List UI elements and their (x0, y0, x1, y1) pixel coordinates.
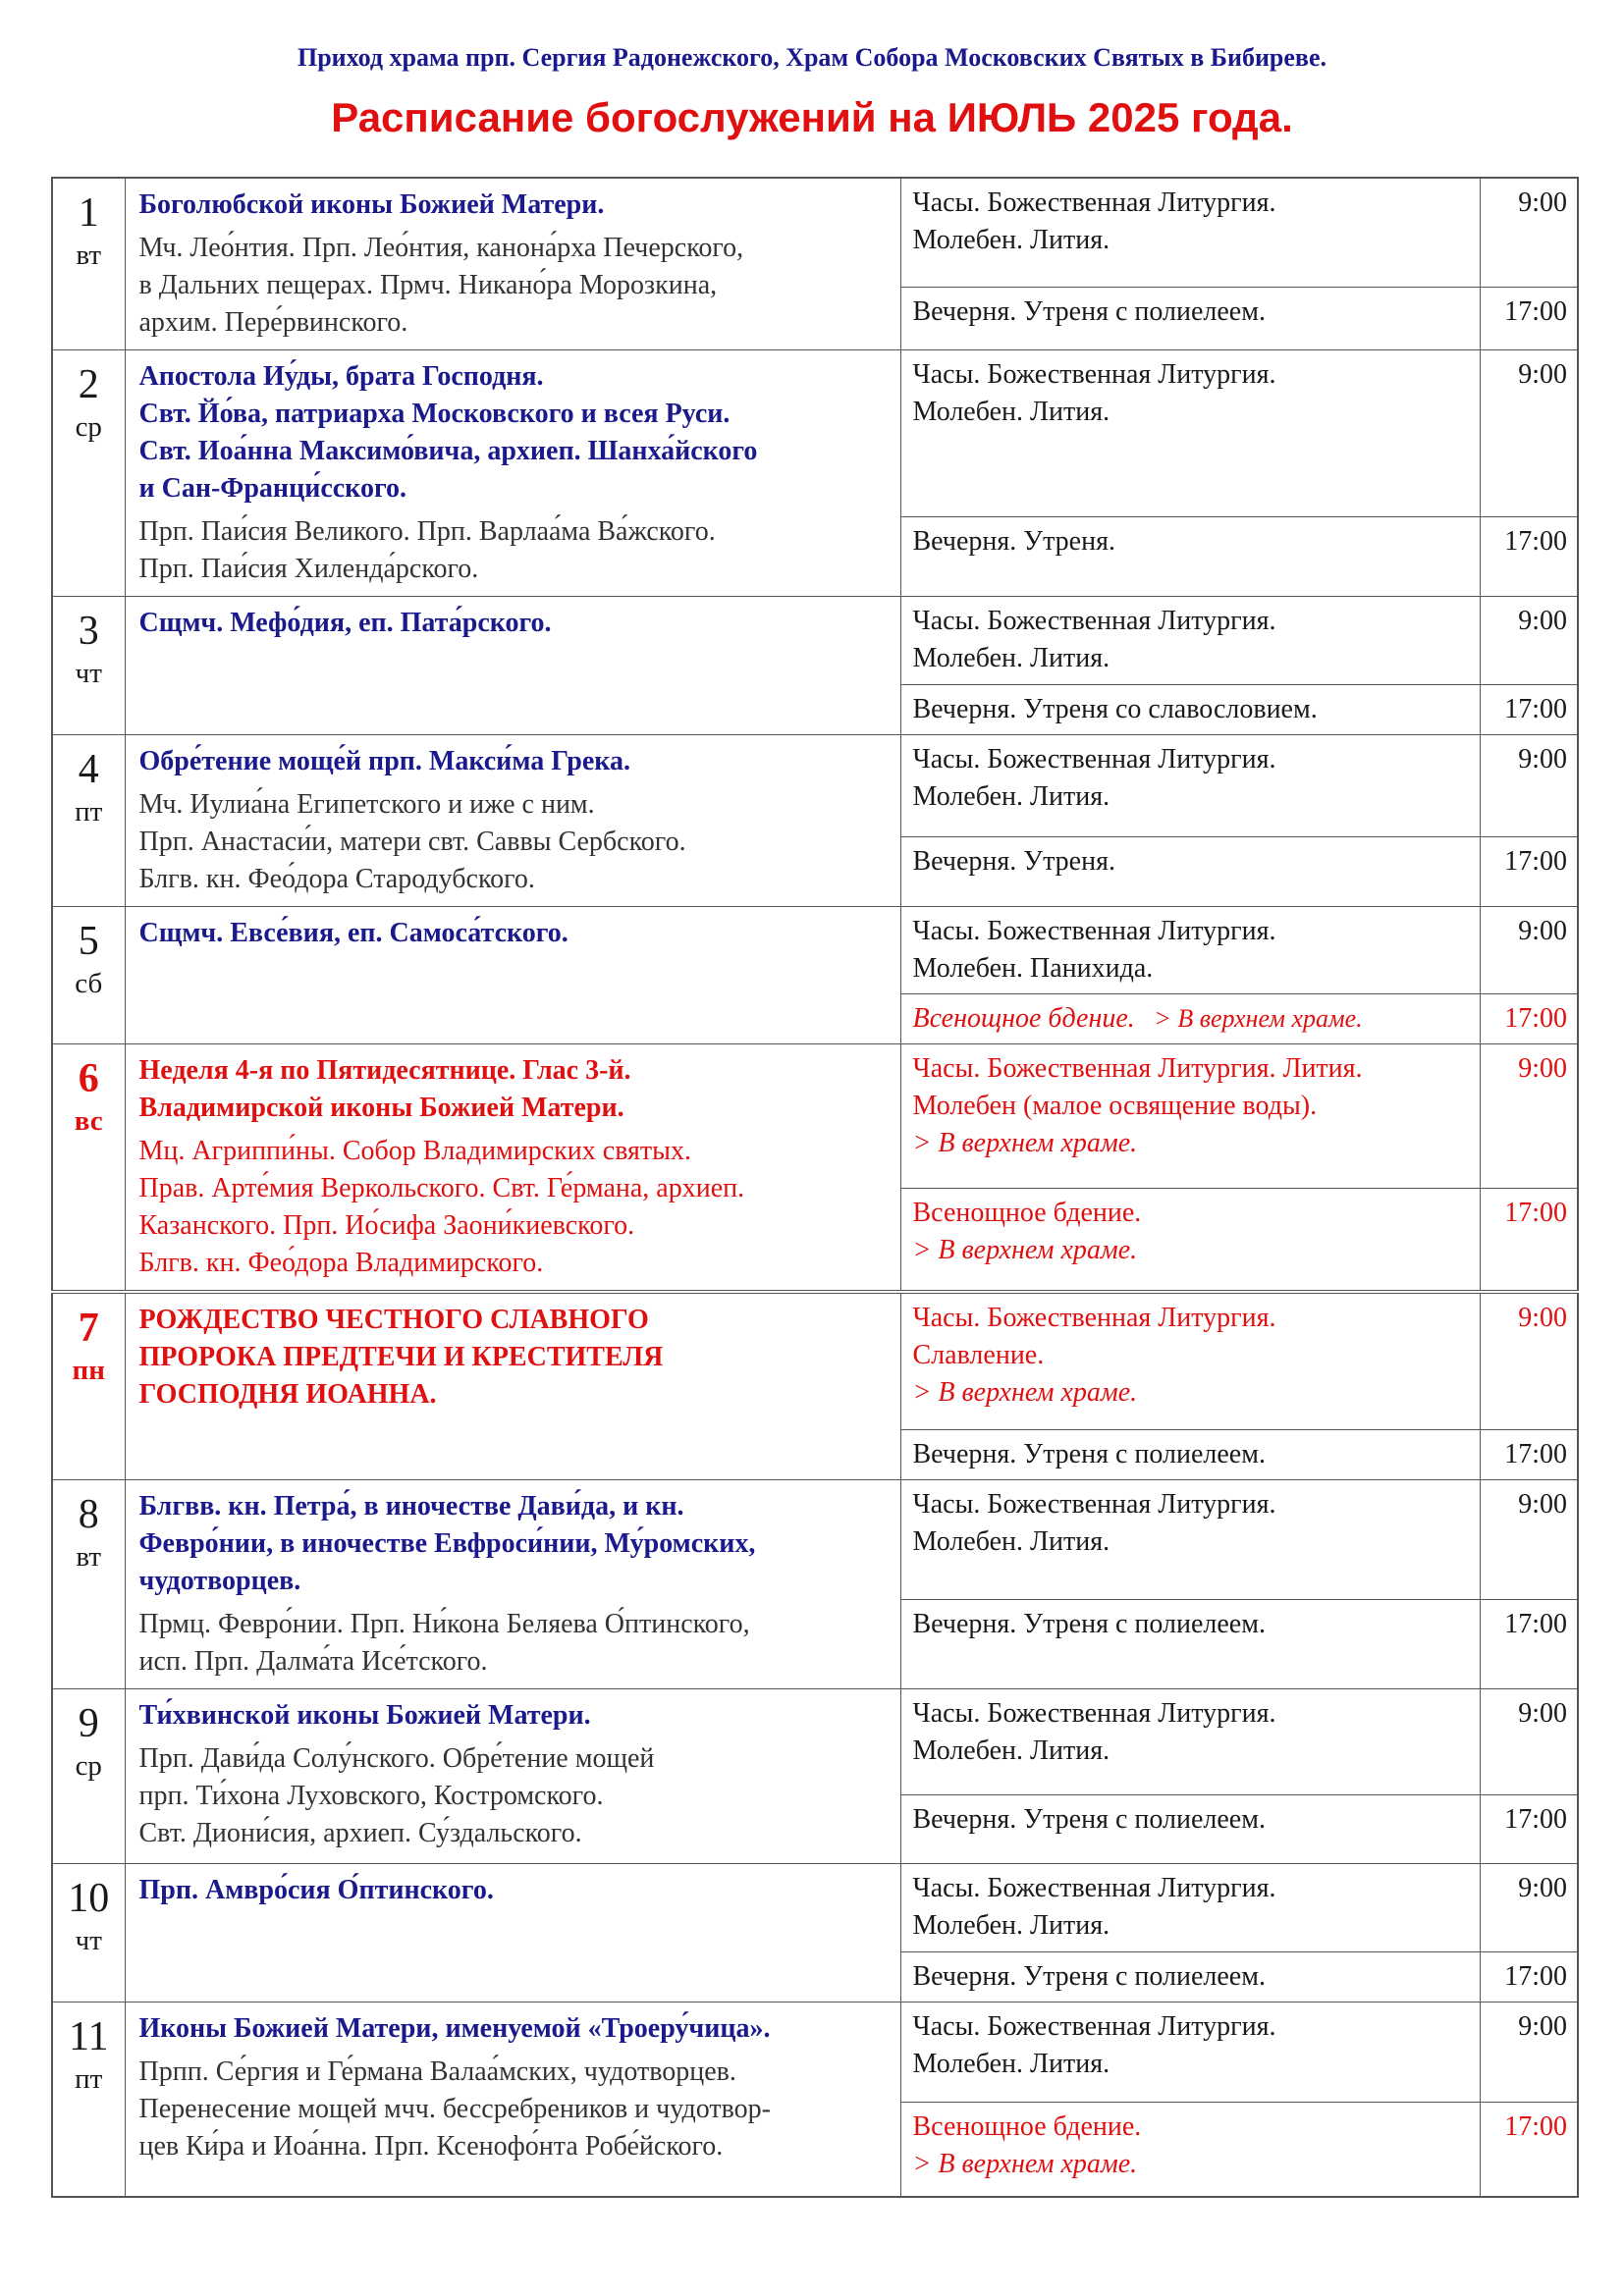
service-line: Часы. Божественная Литургия. (912, 2010, 1276, 2042)
day-description (125, 735, 900, 907)
service-line: Молебен (малое освящение воды). (912, 1091, 1318, 1121)
feast-title (139, 915, 887, 952)
day-description (125, 907, 900, 1044)
day-weekday: вс (74, 1105, 103, 1137)
day-number: 10 (68, 1875, 110, 1921)
saints-list (139, 230, 887, 342)
service-description (900, 597, 1480, 685)
feast-line: Февро́нии, в иночестве Евфроси́нии, Му́ромских, (138, 1527, 756, 1559)
service-time: 17:00 (1480, 994, 1578, 1044)
feast-line: Ти́хвинской иконы Божией Матери. (138, 1699, 591, 1731)
service-line: Часы. Божественная Литургия. (912, 1303, 1276, 1333)
day-number: 5 (78, 919, 99, 964)
day-weekday: вт (76, 240, 102, 271)
day-description (125, 1044, 900, 1293)
day-cell (52, 178, 125, 350)
service-description (900, 1951, 1480, 2002)
saints-line: Блгв. кн. Фео́дора Владимирского. (138, 1248, 544, 1278)
day-row (52, 1688, 1578, 1794)
service-description (900, 288, 1480, 350)
day-number: 7 (78, 1306, 99, 1351)
feast-line: Апостола Иу́ды, брата Господня. (138, 361, 544, 392)
day-cell (52, 735, 125, 907)
service-time: 17:00 (1480, 1189, 1578, 1292)
feast-line: ГОСПОДНЯ ИОАННА. (138, 1379, 437, 1410)
service-line: Часы. Божественная Литургия. (912, 187, 1276, 218)
saints-line: Прпп. Се́ргия и Ге́рмана Валаа́мских, чудотворцев. (138, 2056, 736, 2087)
day-description (125, 597, 900, 735)
service-description (900, 516, 1480, 596)
day-number: 3 (78, 609, 99, 654)
service-description (900, 994, 1480, 1044)
day-weekday: пн (72, 1355, 105, 1386)
saints-line: Казанского. Прп. Ио́сифа Заони́киевского. (138, 1210, 635, 1241)
service-line: Вечерня. Утреня. (912, 525, 1115, 557)
service-description (900, 1292, 1480, 1429)
day-cell (52, 1479, 125, 1688)
service-line: Часы. Божественная Литургия. (912, 359, 1276, 390)
day-number: 11 (69, 2013, 109, 2059)
day-description (125, 1863, 900, 2002)
day-number: 4 (78, 747, 99, 792)
service-description (900, 1189, 1480, 1292)
day-row (52, 735, 1578, 837)
saints-line: исп. Прп. Далма́та Исе́тского. (138, 1645, 488, 1677)
service-line: Вечерня. Утреня. (912, 845, 1115, 877)
saints-list (139, 2054, 887, 2165)
service-line: Молебен. Лития. (912, 397, 1110, 427)
parish-title: Приход храма прп. Сергия Радонежского, Храм Собора Московских Святых в Бибиреве. (297, 43, 1327, 72)
feast-title (139, 743, 887, 780)
day-description (125, 2002, 900, 2197)
service-time: 17:00 (1480, 288, 1578, 350)
service-description (900, 1429, 1480, 1479)
service-line: Часы. Божественная Литургия. (912, 916, 1276, 946)
saints-line: Прав. Арте́мия Веркольского. Свт. Ге́рмана, архиеп. (138, 1173, 745, 1203)
day-row (52, 350, 1578, 517)
feast-line: Неделя 4-я по Пятидесятнице. Глас 3-й. (138, 1055, 631, 1086)
service-description (900, 1600, 1480, 1688)
saints-line: Прп. Паи́сия Великого. Прп. Варлаа́ма Ва́жского. (138, 516, 716, 547)
day-number: 9 (78, 1700, 99, 1746)
service-time: 9:00 (1480, 2002, 1578, 2102)
day-number: 2 (78, 362, 99, 407)
day-cell (52, 1292, 125, 1479)
service-description (900, 2102, 1480, 2197)
feast-title (139, 1302, 887, 1414)
saints-list (139, 1606, 887, 1681)
feast-line: Прп. Амвро́сия О́птинского. (138, 1874, 494, 1905)
feast-title (139, 187, 887, 224)
page-title: Расписание богослужений на ИЮЛЬ 2025 года. (331, 94, 1293, 140)
saints-line: Свт. Диони́сия, архиеп. Су́здальского. (138, 1817, 582, 1848)
saints-line: цев Ки́ра и Иоа́нна. Прп. Ксенофо́нта Робе́йского. (138, 2130, 724, 2162)
service-line: Вечерня. Утреня с полиелеем. (912, 1960, 1266, 1992)
saints-list (139, 786, 887, 898)
service-line: Часы. Божественная Литургия. (912, 1697, 1276, 1729)
service-description (900, 735, 1480, 837)
feast-line: Блгвв. кн. Петра́, в иночестве Дави́да, и кн. (138, 1490, 684, 1522)
saints-line: Прп. Паи́сия Хиленда́рского. (138, 554, 479, 584)
service-line: > В верхнем храме. (912, 1235, 1138, 1266)
service-line: Часы. Божественная Литургия. (912, 744, 1276, 774)
service-line: Молебен. Лития. (912, 1525, 1110, 1557)
day-weekday: ср (75, 1749, 102, 1782)
service-time: 9:00 (1480, 907, 1578, 994)
service-time: 17:00 (1480, 2102, 1578, 2197)
day-description (125, 350, 900, 597)
feast-title (139, 1697, 887, 1735)
day-cell (52, 597, 125, 735)
saints-line: в Дальних пещерах. Прмч. Никано́ра Морозкина, (138, 270, 718, 300)
service-time: 9:00 (1480, 597, 1578, 685)
service-time: 9:00 (1480, 1479, 1578, 1600)
saints-line: Мч. Иулиа́на Египетского и иже с ним. (138, 789, 595, 820)
day-row (52, 1479, 1578, 1600)
service-time: 9:00 (1480, 1863, 1578, 1951)
day-cell (52, 350, 125, 597)
saints-line: Мц. Агриппи́ны. Собор Владимирских святых. (138, 1136, 691, 1166)
service-line: Часы. Божественная Литургия. (912, 1872, 1276, 1903)
service-line: Всенощное бдение. > В верхнем храме. (912, 1003, 1363, 1034)
service-time: 17:00 (1480, 1600, 1578, 1688)
service-line: Вечерня. Утреня с полиелеем. (912, 296, 1266, 328)
feast-line: Свт. Иоа́нна Максимо́вича, архиеп. Шанха́йского (138, 436, 758, 466)
feast-title (139, 2010, 887, 2048)
day-weekday: сб (75, 968, 103, 999)
service-line: Часы. Божественная Литургия. (912, 1488, 1276, 1520)
service-line: Славление. (912, 1340, 1045, 1370)
service-time: 9:00 (1480, 735, 1578, 837)
saints-list (139, 1740, 887, 1852)
feast-line: Сщмч. Мефо́дия, еп. Пата́рского. (138, 608, 552, 638)
feast-line: Боголюбской иконы Божией Матери. (138, 189, 605, 220)
service-line: Молебен. Лития. (912, 225, 1110, 255)
service-line: Молебен. Лития. (912, 2048, 1110, 2079)
day-weekday: пт (75, 796, 103, 828)
day-weekday: чт (75, 1924, 102, 1956)
day-cell (52, 2002, 125, 2197)
service-time: 17:00 (1480, 685, 1578, 735)
service-time: 9:00 (1480, 178, 1578, 288)
day-weekday: ср (75, 411, 102, 443)
day-weekday: пт (75, 2062, 103, 2095)
service-description (900, 1044, 1480, 1189)
service-description (900, 836, 1480, 906)
service-time: 17:00 (1480, 1951, 1578, 2002)
day-row (52, 1863, 1578, 1951)
saints-list (139, 1133, 887, 1282)
feast-line: РОЖДЕСТВО ЧЕСТНОГО СЛАВНОГО (138, 1305, 649, 1335)
feast-line: ПРОРОКА ПРЕДТЕЧИ И КРЕСТИТЕЛЯ (138, 1342, 664, 1372)
saints-line: архим. Пере́рвинского. (138, 307, 408, 338)
day-row (52, 1044, 1578, 1189)
feast-title (139, 1872, 887, 1909)
service-description (900, 1479, 1480, 1600)
feast-line: чудотворцев. (138, 1565, 301, 1596)
saints-line: Блгв. кн. Фео́дора Стародубского. (138, 864, 535, 894)
service-line: Часы. Божественная Литургия. Лития. (912, 1053, 1363, 1084)
service-description (900, 350, 1480, 517)
saints-line: Прп. Дави́да Солу́нского. Обре́тение мощей (138, 1742, 655, 1774)
day-row (52, 1292, 1578, 1429)
day-cell (52, 1044, 125, 1293)
service-description (900, 1794, 1480, 1863)
saints-line: прп. Ти́хона Луховского, Костромского. (138, 1780, 604, 1811)
service-line: > В верхнем храме. (912, 1128, 1138, 1158)
day-cell (52, 1863, 125, 2002)
schedule-table (51, 177, 1579, 2198)
service-time: 17:00 (1480, 1429, 1578, 1479)
service-time: 9:00 (1480, 1292, 1578, 1429)
feast-title (139, 358, 887, 507)
service-line: Вечерня. Утреня с полиелеем. (912, 1438, 1266, 1469)
day-row (52, 2002, 1578, 2102)
day-number: 1 (78, 190, 99, 236)
day-cell (52, 1688, 125, 1863)
service-line: Молебен. Лития. (912, 643, 1110, 673)
service-line: Вечерня. Утреня со славословием. (912, 694, 1318, 724)
service-time: 9:00 (1480, 1688, 1578, 1794)
saints-list (139, 513, 887, 588)
saints-line: Мч. Лео́нтия. Прп. Лео́нтия, канона́рха Печерского, (138, 233, 744, 263)
service-line: > В верхнем храме. (912, 1377, 1138, 1408)
service-line: Молебен. Лития. (912, 1909, 1110, 1941)
saints-line: Прмц. Февро́нии. Прп. Ни́кона Беляева О́птинского, (138, 1608, 750, 1639)
feast-line: и Сан-Франци́сского. (138, 473, 406, 504)
service-line: Всенощное бдение. (912, 1198, 1142, 1229)
day-row (52, 597, 1578, 685)
service-line: Вечерня. Утреня с полиелеем. (912, 1803, 1266, 1835)
service-line: Всенощное бдение. (912, 2110, 1142, 2142)
saints-line: Прп. Анастаси́и, матери свт. Саввы Сербского. (138, 827, 686, 857)
day-cell (52, 907, 125, 1044)
feast-line: Иконы Божией Матери, именуемой «Троеру́чица». (138, 2012, 771, 2044)
feast-title (139, 605, 887, 642)
service-description (900, 1688, 1480, 1794)
service-time: 9:00 (1480, 350, 1578, 517)
service-time: 17:00 (1480, 836, 1578, 906)
service-line: Молебен. Лития. (912, 1735, 1110, 1766)
day-description (125, 178, 900, 350)
service-description (900, 907, 1480, 994)
service-line: > В верхнем храме. (912, 2148, 1138, 2179)
service-description (900, 685, 1480, 735)
day-weekday: вт (76, 1540, 102, 1573)
day-description (125, 1292, 900, 1479)
service-time: 17:00 (1480, 516, 1578, 596)
service-description (900, 1863, 1480, 1951)
day-description (125, 1688, 900, 1863)
feast-title (139, 1052, 887, 1127)
service-line: Вечерня. Утреня с полиелеем. (912, 1609, 1266, 1640)
day-weekday: чт (75, 658, 102, 689)
saints-line: Перенесение мощей мчч. бессребреников и чудотвор- (138, 2093, 771, 2124)
day-number: 6 (78, 1056, 99, 1101)
service-line: Молебен. Панихида. (912, 953, 1154, 984)
service-line: Молебен. Лития. (912, 781, 1110, 812)
feast-line: Сщмч. Евсе́вия, еп. Самоса́тского. (138, 918, 568, 948)
day-number: 8 (78, 1491, 99, 1537)
feast-line: Свт. Йо́ва, патриарха Московского и всея Руси. (138, 399, 731, 429)
service-time: 17:00 (1480, 1794, 1578, 1863)
day-row (52, 178, 1578, 288)
service-time: 9:00 (1480, 1044, 1578, 1189)
feast-title (139, 1488, 887, 1600)
service-description (900, 178, 1480, 288)
service-description (900, 2002, 1480, 2102)
service-line: Часы. Божественная Литургия. (912, 606, 1276, 636)
day-row (52, 907, 1578, 994)
feast-line: Обре́тение моще́й прп. Макси́ма Грека. (138, 746, 630, 776)
feast-line: Владимирской иконы Божией Матери. (138, 1093, 624, 1123)
day-description (125, 1479, 900, 1688)
